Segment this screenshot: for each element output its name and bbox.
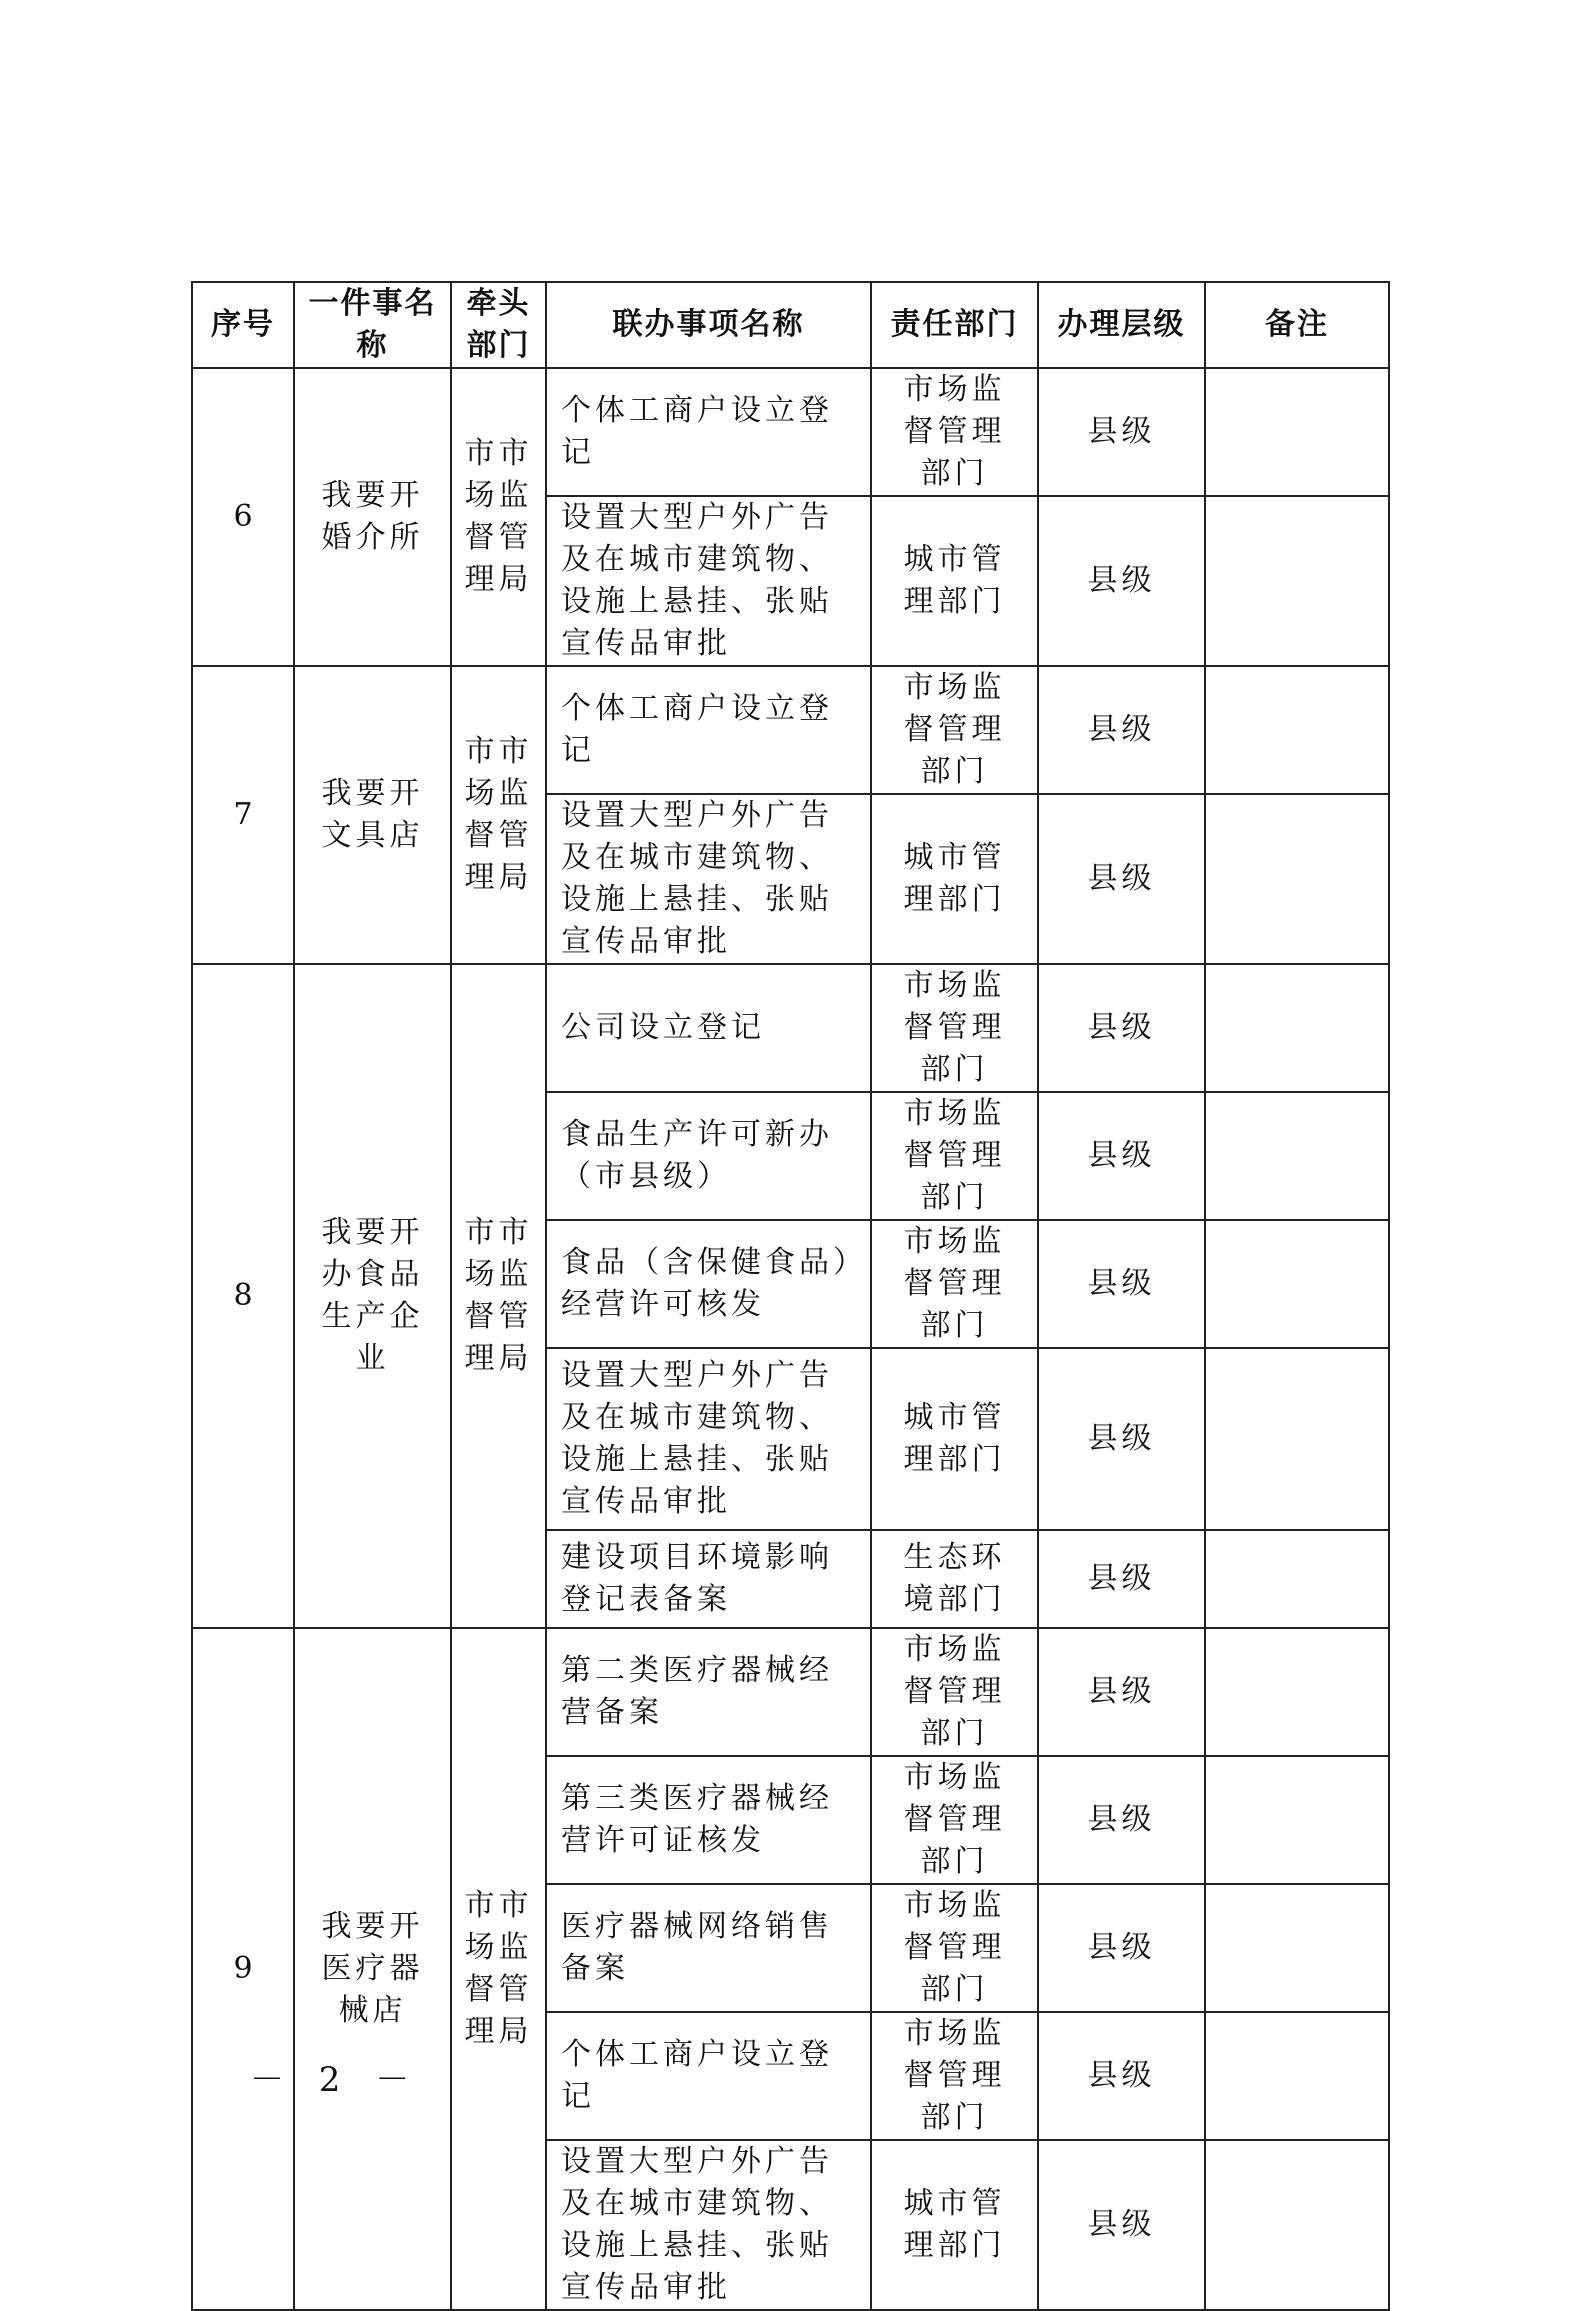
header-matter-name: 一件事名称 [294,282,451,368]
note-cell [1205,496,1389,666]
resp-dept-cell: 市场监督管理部门 [871,666,1038,794]
level-cell: 县级 [1038,1628,1205,1756]
item-name-cell: 设置大型户外广告及在城市建筑物、设施上悬挂、张贴宣传品审批 [546,496,871,666]
table-row [192,666,1389,794]
header-resp-dept: 责任部门 [871,282,1038,368]
note-cell [1205,794,1389,964]
matter-name-cell: 我要开办食品生产企业 [294,964,451,1628]
note-cell [1205,1628,1389,1756]
resp-dept-cell: 市场监督管理部门 [871,368,1038,496]
item-name-cell: 第二类医疗器械经营备案 [546,1628,871,1756]
level-cell: 县级 [1038,1092,1205,1220]
note-cell [1205,2012,1389,2140]
table-row [192,1628,1389,1756]
level-cell: 县级 [1038,1530,1205,1628]
note-cell [1205,1348,1389,1530]
item-name-cell: 设置大型户外广告及在城市建筑物、设施上悬挂、张贴宣传品审批 [546,1348,871,1530]
note-cell [1205,2140,1389,2310]
lead-dept-cell: 市市场监督管理局 [451,368,546,666]
resp-dept-cell: 城市管理部门 [871,496,1038,666]
seq-cell: 9 [192,1628,294,2310]
header-lead-dept: 牵头部门 [451,282,546,368]
matter-name-cell: 我要开医疗器械店 [294,1628,451,2310]
level-cell: 县级 [1038,1756,1205,1884]
item-name-cell: 个体工商户设立登记 [546,666,871,794]
page-number: － 2 － [250,2060,422,2100]
header-level: 办理层级 [1038,282,1205,368]
item-name-cell: 设置大型户外广告及在城市建筑物、设施上悬挂、张贴宣传品审批 [546,794,871,964]
item-name-cell: 第三类医疗器械经营许可证核发 [546,1756,871,1884]
resp-dept-cell: 市场监督管理部门 [871,964,1038,1092]
resp-dept-cell: 城市管理部门 [871,2140,1038,2310]
level-cell: 县级 [1038,794,1205,964]
level-cell: 县级 [1038,1220,1205,1348]
resp-dept-cell: 市场监督管理部门 [871,1756,1038,1884]
level-cell: 县级 [1038,666,1205,794]
note-cell [1205,964,1389,1092]
note-cell [1205,1756,1389,1884]
item-name-cell: 食品（含保健食品）经营许可核发 [546,1220,871,1348]
note-cell [1205,1884,1389,2012]
level-cell: 县级 [1038,964,1205,1092]
item-name-cell: 设置大型户外广告及在城市建筑物、设施上悬挂、张贴宣传品审批 [546,2140,871,2310]
note-cell [1205,1092,1389,1220]
seq-cell: 8 [192,964,294,1628]
level-cell: 县级 [1038,496,1205,666]
seq-cell: 7 [192,666,294,964]
level-cell: 县级 [1038,1884,1205,2012]
lead-dept-cell: 市市场监督管理局 [451,964,546,1628]
level-cell: 县级 [1038,2140,1205,2310]
note-cell [1205,666,1389,794]
item-name-cell: 食品生产许可新办（市县级） [546,1092,871,1220]
seq-cell: 6 [192,368,294,666]
level-cell: 县级 [1038,1348,1205,1530]
table-header-row [192,282,1389,368]
resp-dept-cell: 城市管理部门 [871,1348,1038,1530]
resp-dept-cell: 市场监督管理部门 [871,1628,1038,1756]
note-cell [1205,368,1389,496]
matters-table [191,281,1390,2311]
resp-dept-cell: 生态环境部门 [871,1530,1038,1628]
item-name-cell: 个体工商户设立登记 [546,2012,871,2140]
table-row [192,368,1389,496]
table-row [192,964,1389,1092]
item-name-cell: 建设项目环境影响登记表备案 [546,1530,871,1628]
header-item-name: 联办事项名称 [546,282,871,368]
resp-dept-cell: 市场监督管理部门 [871,1220,1038,1348]
note-cell [1205,1220,1389,1348]
item-name-cell: 医疗器械网络销售备案 [546,1884,871,2012]
header-note: 备注 [1205,282,1389,368]
matter-name-cell: 我要开婚介所 [294,368,451,666]
lead-dept-cell: 市市场监督管理局 [451,1628,546,2310]
matter-name-cell: 我要开文具店 [294,666,451,964]
note-cell [1205,1530,1389,1628]
lead-dept-cell: 市市场监督管理局 [451,666,546,964]
header-seq: 序号 [192,282,294,368]
item-name-cell: 个体工商户设立登记 [546,368,871,496]
resp-dept-cell: 市场监督管理部门 [871,1092,1038,1220]
resp-dept-cell: 市场监督管理部门 [871,1884,1038,2012]
item-name-cell: 公司设立登记 [546,964,871,1092]
table-body [192,368,1389,2310]
resp-dept-cell: 市场监督管理部门 [871,2012,1038,2140]
level-cell: 县级 [1038,2012,1205,2140]
level-cell: 县级 [1038,368,1205,496]
resp-dept-cell: 城市管理部门 [871,794,1038,964]
